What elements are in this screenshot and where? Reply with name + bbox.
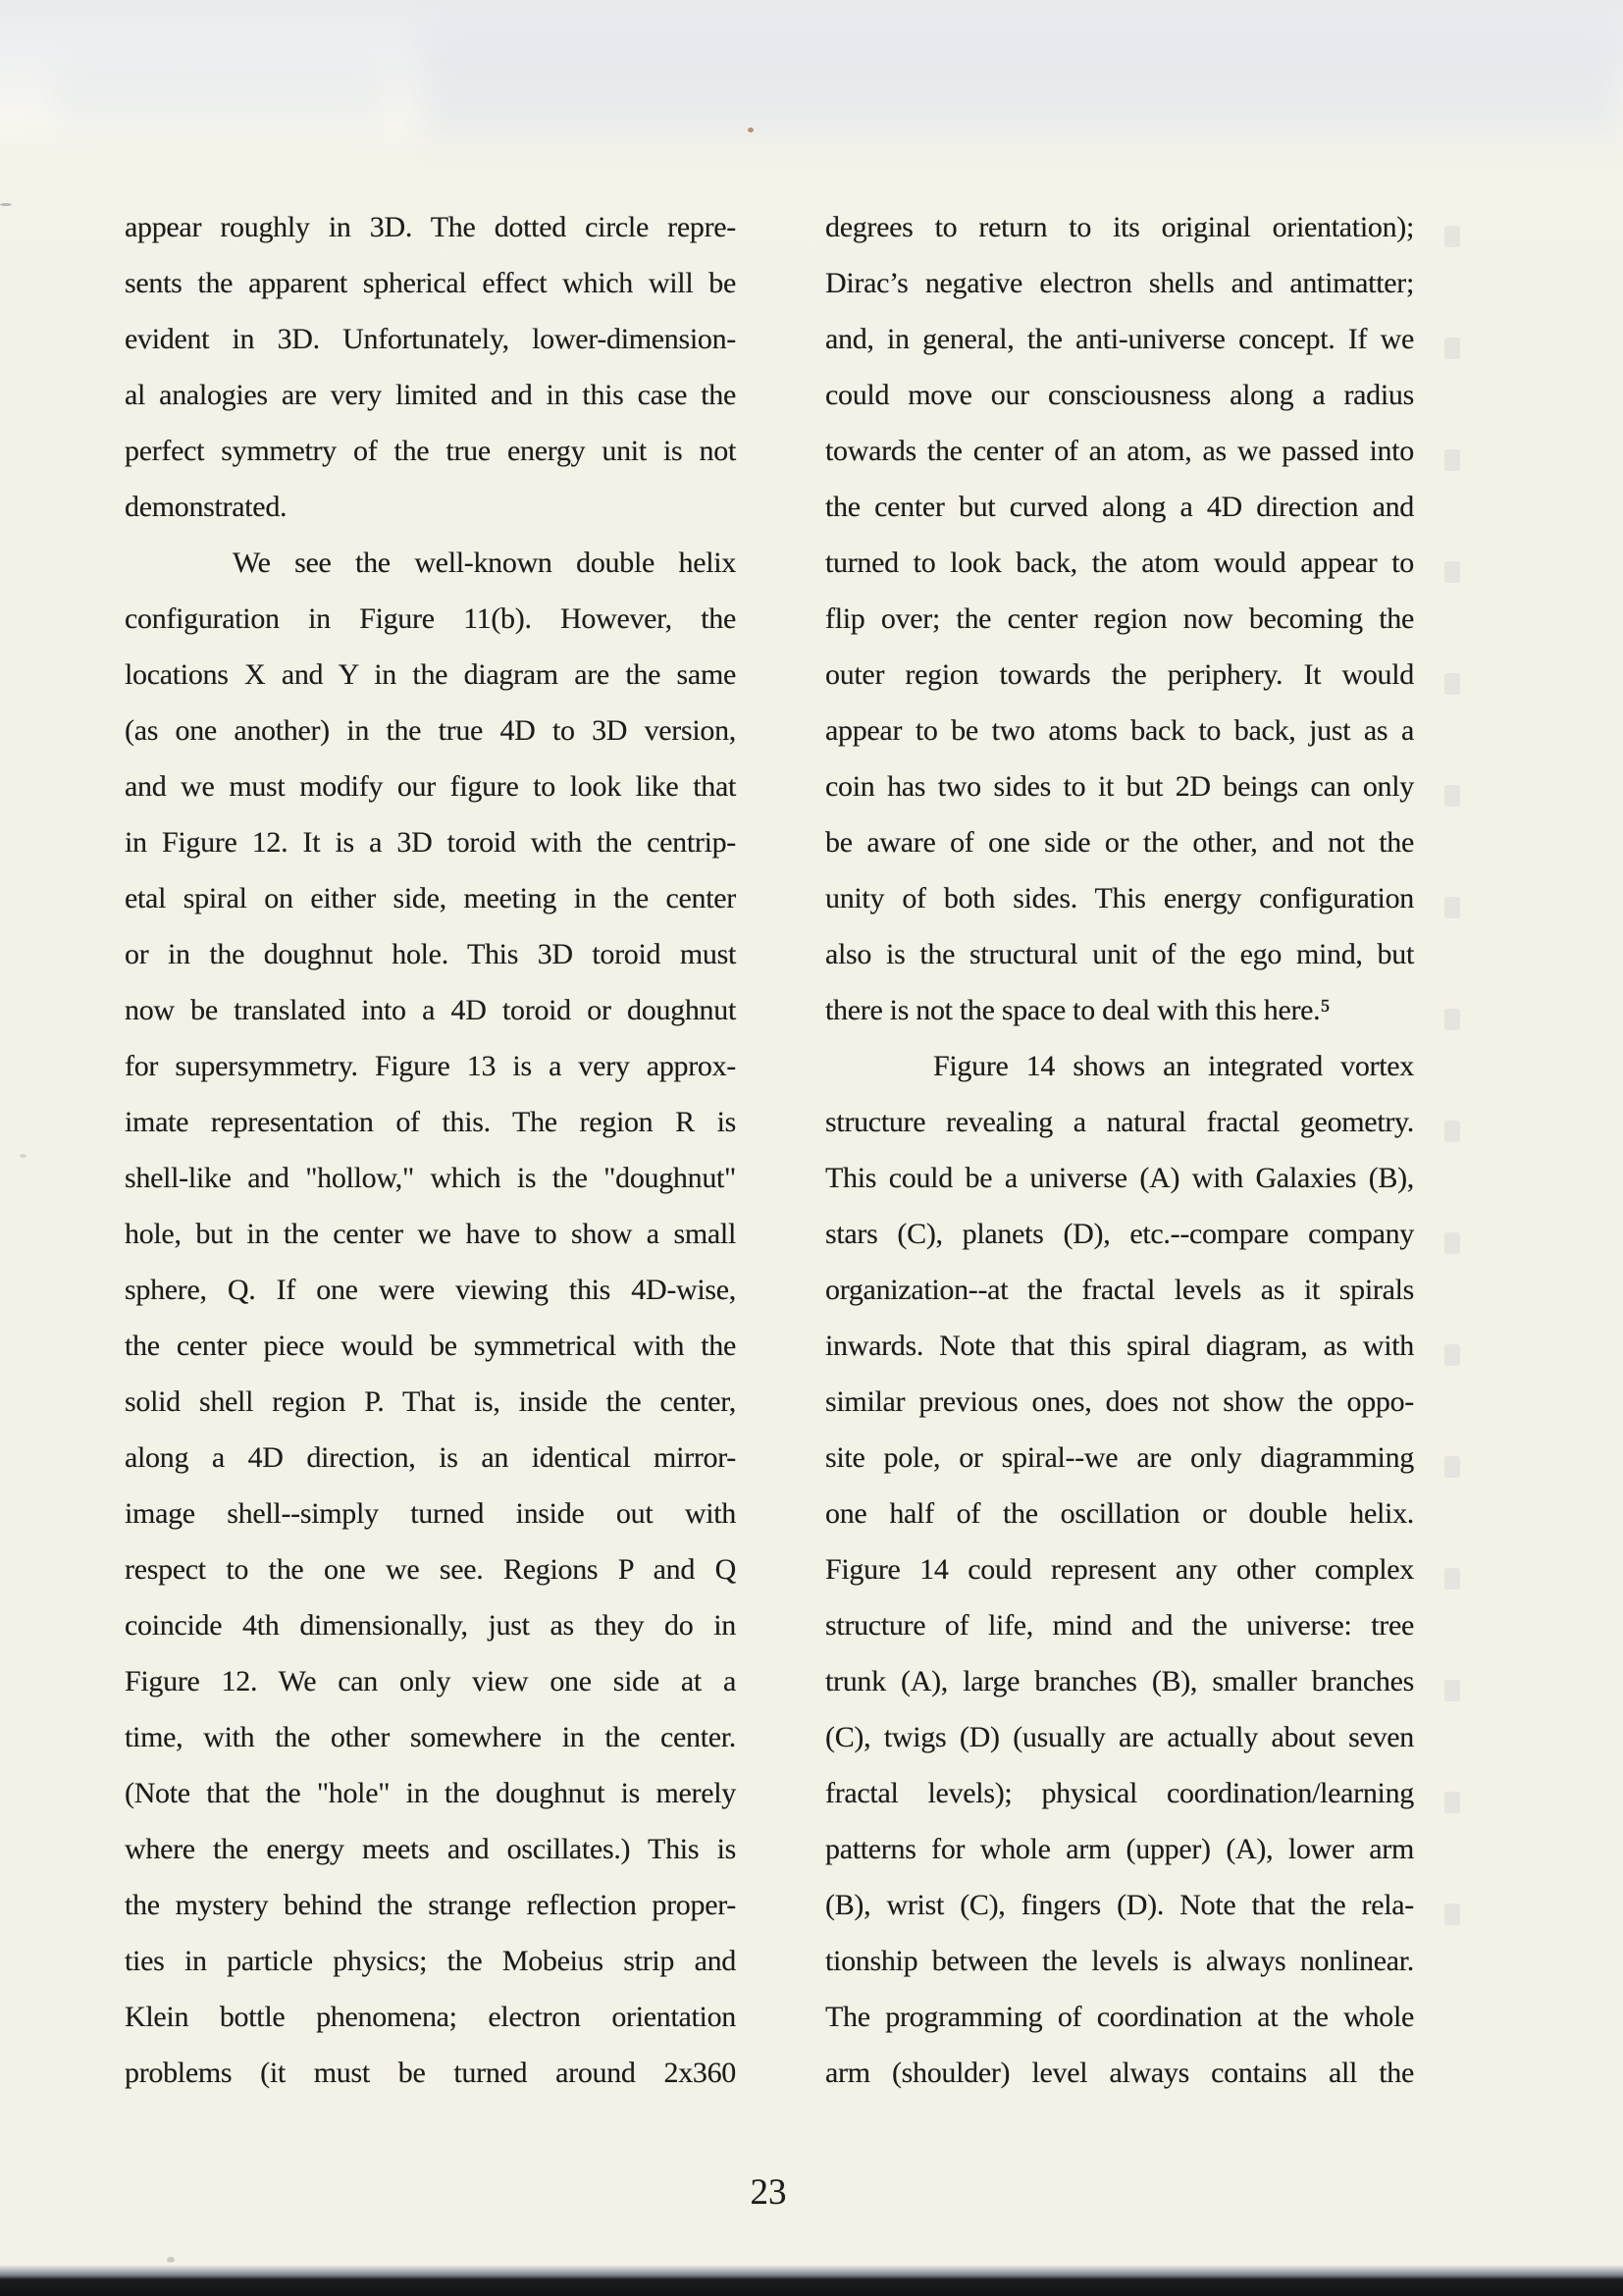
bleed-mark [1444, 561, 1460, 583]
text-line: solid shell region P. That is, inside the center, [125, 1385, 736, 1418]
text-line: The programming of coordination at the whole [825, 2001, 1414, 2033]
bleed-mark [1444, 1232, 1460, 1254]
scan-speck [20, 1154, 26, 1158]
text-line: fractal levels); physical coordination/learning [825, 1777, 1414, 1809]
text-line: (C), twigs (D) (usually are actually about seven [825, 1721, 1414, 1753]
text-line: imate representation of this. The region R is [125, 1106, 736, 1138]
bleed-mark [1444, 897, 1460, 918]
text-line: organization--at the fractal levels as it spirals [825, 1274, 1414, 1306]
text-line: similar previous ones, does not show the oppo- [825, 1385, 1414, 1418]
scanner-bottom-edge [0, 2265, 1623, 2296]
text-line: time, with the other somewhere in the center. [125, 1721, 736, 1753]
text-line: etal spiral on either side, meeting in the center [125, 882, 736, 914]
text-line: hole, but in the center we have to show a small [125, 1218, 736, 1250]
text-line: arm (shoulder) level always contains all the [825, 2057, 1414, 2089]
text-line: and we must modify our figure to look like that [125, 770, 736, 803]
text-line: or in the doughnut hole. This 3D toroid must [125, 938, 736, 970]
text-line: the center piece would be symmetrical with the [125, 1330, 736, 1362]
bleed-mark [1444, 1568, 1460, 1590]
text-line: coin has two sides to it but 2D beings can only [825, 770, 1414, 803]
text-line: image shell--simply turned inside out with [125, 1497, 736, 1530]
bleed-mark [1444, 1904, 1460, 1925]
text-line: outer region towards the periphery. It would [825, 658, 1414, 691]
text-line: one half of the oscillation or double helix. [825, 1497, 1414, 1530]
text-line: perfect symmetry of the true energy unit is not [125, 435, 736, 467]
facing-page-bleed-marks [1444, 226, 1464, 2090]
bleed-mark [1444, 338, 1460, 359]
text-line: shell-like and "hollow," which is the "doughnut" [125, 1162, 736, 1194]
text-line: trunk (A), large branches (B), smaller branches [825, 1665, 1414, 1697]
text-line: structure of life, mind and the universe: tree [825, 1609, 1414, 1642]
text-line: along a 4D direction, is an identical mirror- [125, 1441, 736, 1474]
bleed-mark [1444, 1680, 1460, 1701]
text-line: Figure 12. We can only view one side at a [125, 1665, 736, 1697]
text-line: sphere, Q. If one were viewing this 4D-wise, [125, 1274, 736, 1306]
bleed-mark [1444, 1792, 1460, 1813]
text-line: This could be a universe (A) with Galaxies (B), [825, 1162, 1414, 1194]
text-column-right [825, 199, 1414, 2101]
text-line: where the energy meets and oscillates.) This is [125, 1833, 736, 1865]
scan-speck [748, 128, 754, 132]
page-number: 23 [750, 2172, 787, 2213]
text-line: unity of both sides. This energy configuration [825, 882, 1414, 914]
bleed-mark [1444, 673, 1460, 695]
scan-shading-top-left [59, 59, 383, 128]
text-line: tionship between the levels is always nonlinear. [825, 1945, 1414, 1977]
bleed-mark [1444, 785, 1460, 807]
text-line: (as one another) in the true 4D to 3D version, [125, 714, 736, 747]
text-column-left [125, 199, 736, 2101]
text-line: for supersymmetry. Figure 13 is a very approx- [125, 1050, 736, 1082]
bleed-mark [1444, 449, 1460, 471]
text-line: site pole, or spiral--we are only diagramming [825, 1441, 1414, 1474]
text-line: could move our consciousness along a radius [825, 379, 1414, 411]
text-line: We see the well-known double helix [233, 547, 736, 579]
text-line: (B), wrist (C), fingers (D). Note that the rela- [825, 1889, 1414, 1921]
text-line: respect to the one we see. Regions P and Q [125, 1553, 736, 1586]
text-line: (Note that the "hole" in the doughnut is merely [125, 1777, 736, 1809]
text-line: structure revealing a natural fractal geometry. [825, 1106, 1414, 1138]
text-line: Figure 14 shows an integrated vortex [933, 1050, 1414, 1082]
text-line: Klein bottle phenomena; electron orientation [125, 2001, 736, 2033]
text-line: there is not the space to deal with this here.⁵ [825, 994, 1331, 1026]
bleed-mark [1444, 1121, 1460, 1142]
text-line: be aware of one side or the other, and not the [825, 826, 1414, 859]
text-line: coincide 4th dimensionally, just as they do in [125, 1609, 736, 1642]
text-line: the center but curved along a 4D direction and [825, 491, 1414, 523]
text-line: the mystery behind the strange reflection proper- [125, 1889, 736, 1921]
text-line: sents the apparent spherical effect which will be [125, 267, 736, 299]
bleed-mark [1444, 1009, 1460, 1030]
text-line: configuration in Figure 11(b). However, the [125, 602, 736, 635]
text-line: towards the center of an atom, as we passed into [825, 435, 1414, 467]
bleed-mark [1444, 226, 1460, 247]
text-line: Figure 14 could represent any other complex [825, 1553, 1414, 1586]
text-line: flip over; the center region now becoming the [825, 602, 1414, 635]
text-line: degrees to return to its original orientation); [825, 211, 1414, 243]
text-line: appear to be two atoms back to back, just as a [825, 714, 1414, 747]
text-line: ties in particle physics; the Mobeius strip and [125, 1945, 736, 1977]
text-line: problems (it must be turned around 2x360 [125, 2057, 736, 2089]
scan-shading-top [422, 25, 1623, 137]
text-line: turned to look back, the atom would appear to [825, 547, 1414, 579]
text-line: in Figure 12. It is a 3D toroid with the centrip- [125, 826, 736, 859]
text-line: demonstrated. [125, 491, 288, 523]
text-line: Dirac’s negative electron shells and antimatter; [825, 267, 1414, 299]
text-line: also is the structural unit of the ego mind, but [825, 938, 1414, 970]
text-line: patterns for whole arm (upper) (A), lower arm [825, 1833, 1414, 1865]
text-line: stars (C), planets (D), etc.--compare company [825, 1218, 1414, 1250]
text-line: al analogies are very limited and in this case the [125, 379, 736, 411]
bleed-mark [1444, 1344, 1460, 1366]
bleed-mark [1444, 1456, 1460, 1478]
text-line: now be translated into a 4D toroid or doughnut [125, 994, 736, 1026]
scan-speck [167, 2257, 175, 2263]
text-line: and, in general, the anti-universe concept. If we [825, 323, 1414, 355]
text-line: appear roughly in 3D. The dotted circle repre- [125, 211, 736, 243]
text-line: locations X and Y in the diagram are the same [125, 658, 736, 691]
text-line: inwards. Note that this spiral diagram, as with [825, 1330, 1414, 1362]
scan-speck [0, 203, 12, 206]
text-line: evident in 3D. Unfortunately, lower-dimension- [125, 323, 736, 355]
